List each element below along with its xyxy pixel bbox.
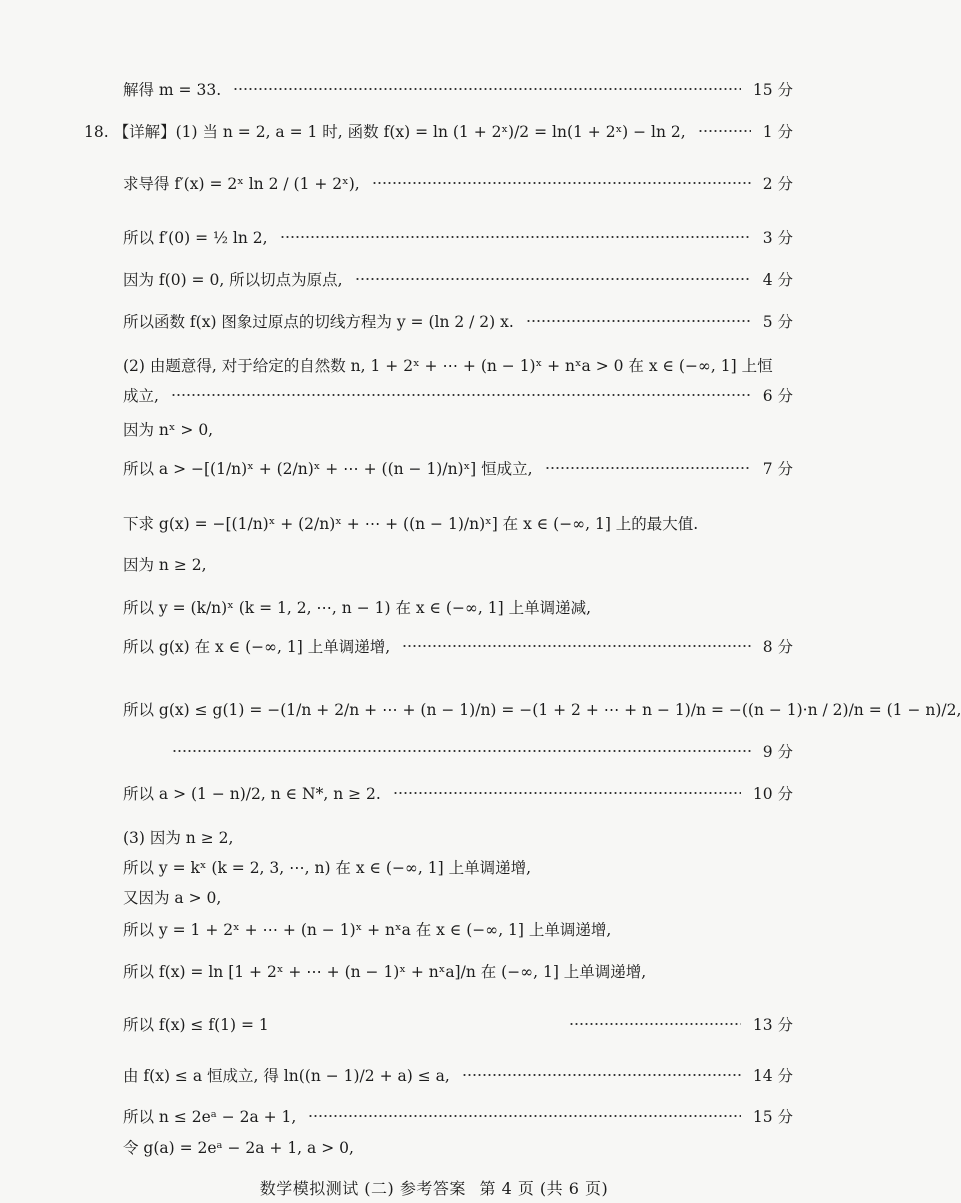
answer-line [123, 960, 793, 982]
leader-dots [545, 467, 751, 469]
line-text: 解得 m = 33. [123, 81, 222, 99]
answer-line [84, 120, 793, 142]
leader-dots [393, 792, 741, 794]
score-label: 14 分 [752, 1067, 793, 1085]
answer-line [123, 698, 961, 720]
score-label: 13 分 [752, 1016, 793, 1034]
score-label: 3 分 [762, 229, 793, 247]
line-text: 所以 y = kˣ (k = 2, 3, ⋯, n) 在 x ∈ (−∞, 1] 上单调递增, [123, 859, 531, 877]
answer-line [123, 856, 793, 878]
line-text: (2) 由题意得, 对于给定的自然数 n, 1 + 2ˣ + ⋯ + (n − 1)ˣ + nˣa > 0 在 x ∈ (−∞, 1] 上恒 [123, 357, 773, 375]
line-text: 所以 y = 1 + 2ˣ + ⋯ + (n − 1)ˣ + nˣa 在 x ∈ (−∞, 1] 上单调递增, [123, 921, 612, 939]
answer-line [123, 886, 793, 908]
answer-line [123, 310, 793, 332]
answer-line [123, 782, 793, 804]
line-text: 所以 a > −[(1/n)ˣ + (2/n)ˣ + ⋯ + ((n − 1)/n)ˣ] 恒成立, [123, 460, 533, 478]
line-text: 所以 g(x) ≤ g(1) = −(1/n + 2/n + ⋯ + (n − 1)/n) = −(1 + 2 + ⋯ + n − 1)/n = −((n − 1)·n / 2)/n = (1 − n)/2, [123, 701, 961, 719]
leader-dots [280, 236, 751, 238]
line-text: 所以 f(x) ≤ f(1) = 1 [123, 1016, 269, 1034]
line-text: 成立, [123, 387, 159, 405]
line-text: 所以函数 f(x) 图象过原点的切线方程为 y = (ln 2 / 2) x. [123, 313, 514, 331]
leader-dots [526, 320, 751, 322]
answer-line [123, 826, 793, 848]
answer-line [123, 226, 793, 248]
leader-dots [462, 1074, 741, 1076]
answer-line [123, 596, 793, 618]
line-text: 下求 g(x) = −[(1/n)ˣ + (2/n)ˣ + ⋯ + ((n − 1)/n)ˣ] 在 x ∈ (−∞, 1] 上的最大值. [123, 515, 699, 533]
leader-dots [233, 88, 741, 90]
footer-subject: 数学模拟测试 (二) 参考答案 [259, 1179, 466, 1198]
answer-line [123, 78, 793, 100]
page-footer [0, 1176, 868, 1199]
line-text: 18. 【详解】(1) 当 n = 2, a = 1 时, 函数 f(x) = ln (1 + 2ˣ)/2 = ln(1 + 2ˣ) − ln 2, [84, 123, 686, 141]
line-text: 求导得 f′(x) = 2ˣ ln 2 / (1 + 2ˣ), [123, 175, 360, 193]
answer-line [123, 918, 793, 940]
answer-line [123, 354, 793, 376]
answer-line [123, 384, 793, 406]
leader-dots [569, 1023, 741, 1025]
score-label: 15 分 [752, 81, 793, 99]
leader-dots [172, 750, 751, 752]
leader-dots [355, 278, 751, 280]
answer-line [123, 635, 793, 657]
line-text: 又因为 a > 0, [123, 889, 222, 907]
score-label: 6 分 [762, 387, 793, 405]
answer-line [123, 1105, 793, 1127]
line-text: 因为 n ≥ 2, [123, 556, 207, 574]
line-text: 所以 y = (k/n)ˣ (k = 1, 2, ⋯, n − 1) 在 x ∈ (−∞, 1] 上单调递减, [123, 599, 591, 617]
score-label: 7 分 [762, 460, 793, 478]
answer-line [123, 553, 793, 575]
score-label: 4 分 [762, 271, 793, 289]
answer-line [123, 172, 793, 194]
score-label: 9 分 [762, 743, 793, 761]
line-text: 因为 nˣ > 0, [123, 421, 214, 439]
leader-dots [171, 394, 751, 396]
line-text: 所以 n ≤ 2eᵃ − 2a + 1, [123, 1108, 297, 1126]
answer-line [123, 1064, 793, 1086]
answer-line [123, 457, 793, 479]
answer-line [123, 418, 793, 440]
answer-line [160, 740, 793, 762]
line-text: 令 g(a) = 2eᵃ − 2a + 1, a > 0, [123, 1139, 354, 1157]
answer-line [123, 512, 793, 534]
score-label: 8 分 [762, 638, 793, 656]
line-text: 所以 f(x) = ln [1 + 2ˣ + ⋯ + (n − 1)ˣ + nˣa]/n 在 (−∞, 1] 上单调递增, [123, 963, 647, 981]
leader-dots [372, 182, 751, 184]
leader-dots [698, 130, 751, 132]
line-text: (3) 因为 n ≥ 2, [123, 829, 234, 847]
answer-line [123, 268, 793, 290]
line-text: 因为 f(0) = 0, 所以切点为原点, [123, 271, 343, 289]
score-label: 5 分 [762, 313, 793, 331]
leader-dots [308, 1115, 741, 1117]
answer-line [123, 1136, 793, 1158]
score-label: 1 分 [762, 123, 793, 141]
score-label: 15 分 [752, 1108, 793, 1126]
line-text: 所以 a > (1 − n)/2, n ∈ N*, n ≥ 2. [123, 785, 381, 803]
footer-page-number: 第 4 页 (共 6 页) [479, 1179, 609, 1198]
answer-line [123, 1013, 793, 1035]
line-text: 由 f(x) ≤ a 恒成立, 得 ln((n − 1)/2 + a) ≤ a, [123, 1067, 450, 1085]
score-label: 2 分 [762, 175, 793, 193]
line-text: 所以 f′(0) = ½ ln 2, [123, 229, 268, 247]
leader-dots [402, 645, 751, 647]
score-label: 10 分 [752, 785, 793, 803]
line-text: 所以 g(x) 在 x ∈ (−∞, 1] 上单调递增, [123, 638, 391, 656]
